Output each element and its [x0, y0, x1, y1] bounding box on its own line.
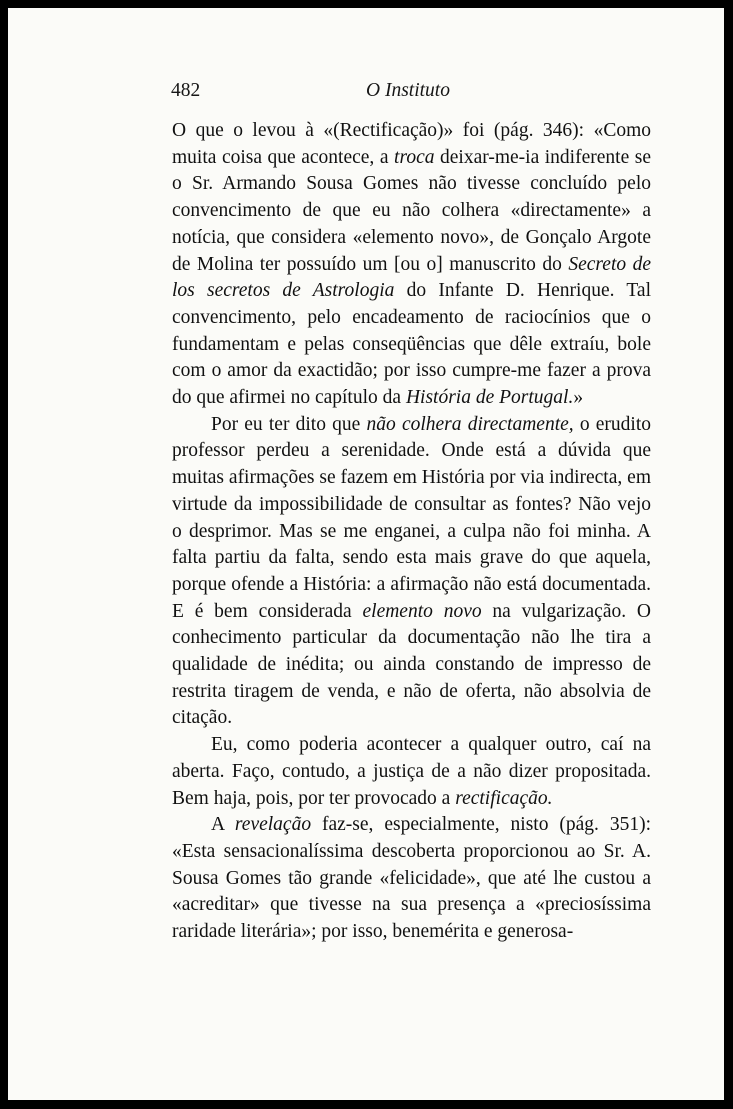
text-span: deixar-me-ia indiferente se o Sr. Armando Sousa Gomes não tivesse concluído pelo convencimento de que eu não colhera «directamente» a notícia, que considera «elemento novo», de Gonçalo Argote de Molina ter possuído um [ou o] manuscrito do: [172, 146, 651, 275]
text-span: Por eu ter dito que: [211, 413, 367, 435]
text-span: Eu, como poderia acontecer a qualquer outro, caí na aberta. Faço, contudo, a justiça de a não dizer propositada. Bem haja, pois, por ter provocado a: [172, 734, 651, 809]
italic-span: História de Portugal.: [405, 387, 574, 409]
page-number: 482: [171, 80, 201, 101]
paragraph: [172, 118, 651, 412]
paragraph: [172, 732, 651, 812]
paragraph: [172, 812, 651, 946]
italic-span: elemento novo: [362, 600, 482, 622]
italic-span: não colhera directamente,: [366, 413, 574, 435]
text-span: faz-se, especialmente, nisto (pág. 351): «Esta sensacionalíssima descoberta proporcionou ao Sr. A. Sousa Gomes tão grande «felicidade», que até lhe custou a «acreditar» que tivesse na sua presença a «preciosíssima raridade literária»; por isso, benemérita e generosa-: [172, 814, 651, 943]
italic-span: rectificação.: [455, 787, 553, 809]
italic-span: revelação: [234, 814, 312, 836]
page-header: [171, 80, 651, 110]
text-span: do Infante D. Henrique. Tal convencimento, pelo encadeamento de raciocínios que o fundamentam e pelas conseqüências que dêle extraíu, bole com o amor da exactidão; por isso cumpre-me fazer a prova do que afirmei no capítulo da: [172, 280, 651, 409]
body-text: [172, 118, 651, 946]
text-span: A: [211, 814, 235, 836]
text-span: O que o levou à «(Rectificação)» foi (pág. 346): «Como muita coisa que acontece, a: [172, 120, 651, 168]
running-head: O Instituto: [366, 80, 450, 101]
text-span: o erudito professor perdeu a serenidade. Onde está a dúvida que muitas afirmações se fazem em História por via indirecta, em virtude da impossibilidade de consultar as fontes? Não vejo o desprimor. Mas se me enganei, a culpa não foi minha. A falta partiu da falta, sendo esta mais grave do que aquela, porque ofende a História: a afirmação não está documentada. E é bem considerada: [172, 413, 651, 622]
text-span: na vulgarização. O conhecimento particular da documentação não lhe tira a qualidade de inédita; ou ainda constando de impresso de restrita tiragem de venda, e não de oferta, não absolvia de citação.: [172, 600, 652, 729]
book-page: [8, 8, 724, 1100]
italic-span: Secreto de los secretos de Astrologia: [172, 253, 652, 302]
italic-span: troca: [394, 146, 435, 168]
paragraph: [172, 412, 651, 732]
text-span: »: [573, 387, 584, 409]
